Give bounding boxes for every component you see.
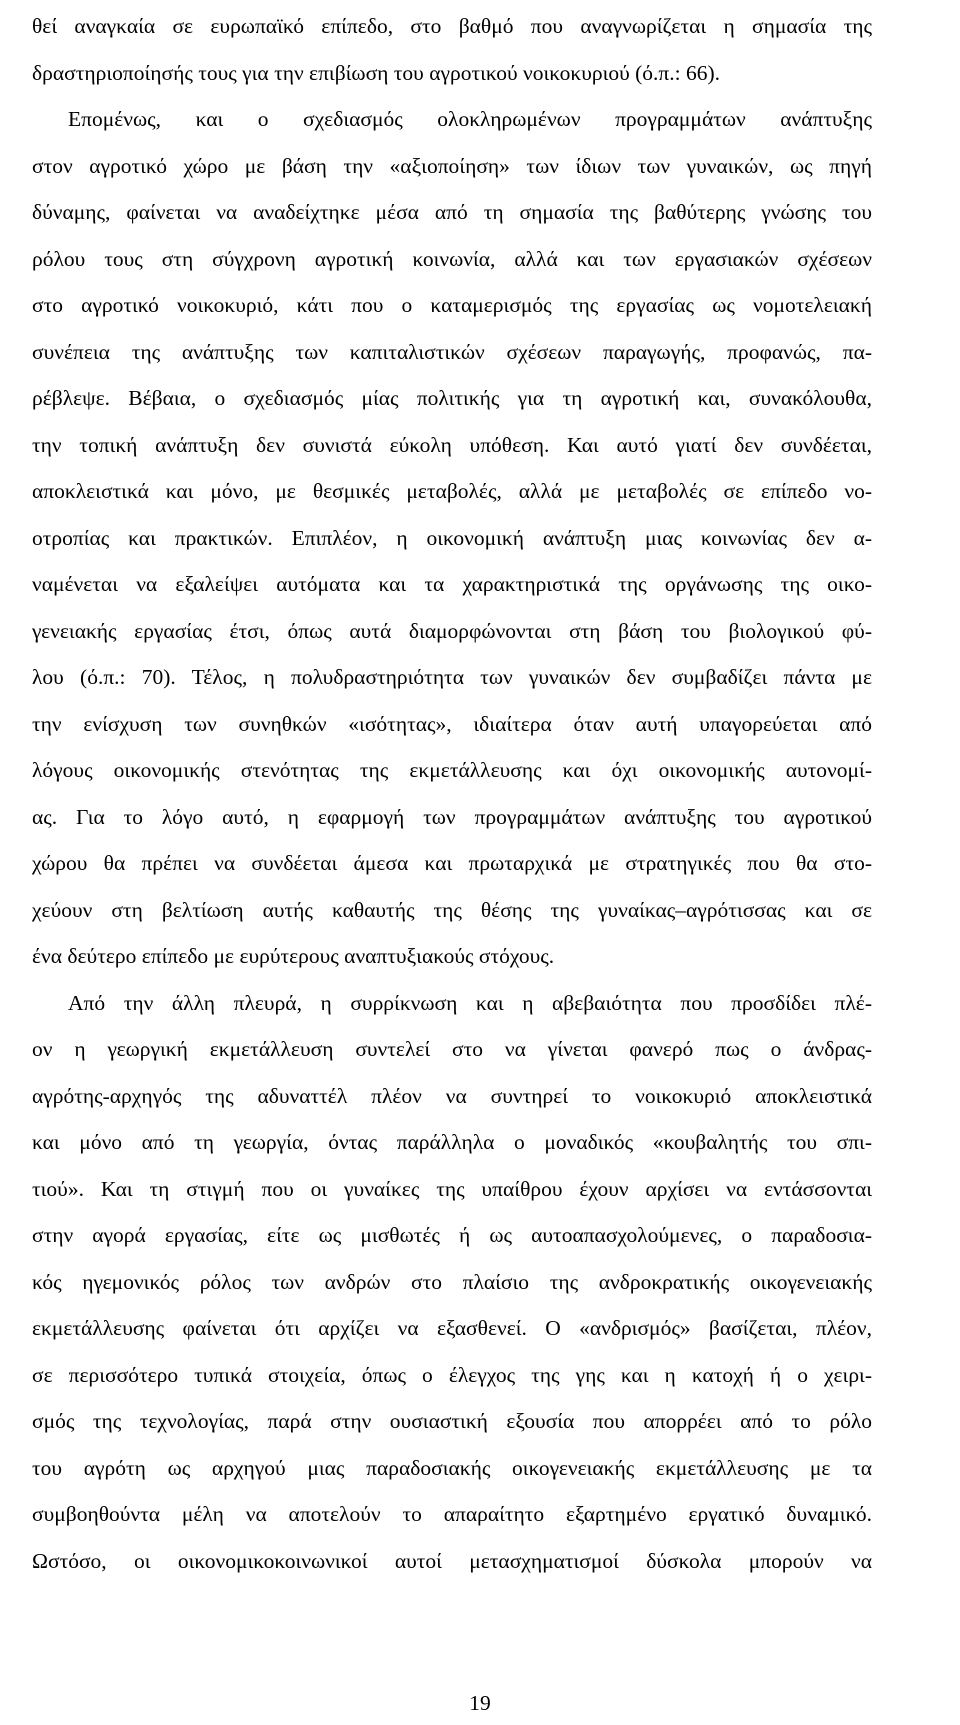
body-text xyxy=(32,3,872,1584)
text-line: την τοπική ανάπτυξη δεν συνιστά εύκολη υπόθεση. Και αυτό γιατί δεν συνδέεται, xyxy=(32,432,872,457)
text-line: ρόλου τους στη σύγχρονη αγροτική κοινωνία, αλλά και των εργασιακών σχέσεων xyxy=(32,246,872,271)
text-line: εκμετάλλευσης φαίνεται ότι αρχίζει να εξασθενεί. Ο «ανδρισμός» βασίζεται, πλέον, xyxy=(32,1316,872,1340)
text-line: ένα δεύτερο επίπεδο με ευρύτερους αναπτυξιακούς στόχους. xyxy=(32,944,555,968)
text-line: ναμένεται να εξαλείψει αυτόματα και τα χαρακτηριστικά της οργάνωσης της οικο- xyxy=(32,572,872,596)
text-line: στην αγορά εργασίας, είτε ως μισθωτές ή ως αυτοαπασχολούμενες, ο παραδοσια- xyxy=(32,1223,872,1247)
text-line: δραστηριοποίησής τους για την επιβίωση του αγροτικού νοικοκυριού (ό.π.: 66). xyxy=(32,60,721,85)
text-line: λόγους οικονομικής στενότητας της εκμετάλλευσης και όχι οικονομικής αυτονομί- xyxy=(32,758,872,782)
text-line: κός ηγεμονικός ρόλος των ανδρών στο πλαίσιο της ανδροκρατικής οικογενειακής xyxy=(32,1269,872,1294)
text-line: ας. Για το λόγο αυτό, η εφαρμογή των προγραμμάτων ανάπτυξης του αγροτικού xyxy=(32,804,872,829)
text-line: αγρότης-αρχηγός της αδυναττέλ πλέον να συντηρεί το νοικοκυριό αποκλειστικά xyxy=(32,1083,872,1108)
text-line: δύναμης, φαίνεται να αναδείχτηκε μέσα από τη σημασία της βαθύτερης γνώσης του xyxy=(32,200,872,224)
text-line: ρέβλεψε. Βέβαια, ο σχεδιασμός μίας πολιτικής για τη αγροτική και, συνακόλουθα, xyxy=(32,386,872,410)
text-line: και μόνο από τη γεωργία, όντας παράλληλα ο μοναδικός «κουβαλητής του σπι- xyxy=(32,1130,872,1154)
text-line: σε περισσότερο τυπικά στοιχεία, όπως ο έλεγχος της γης και η κατοχή ή ο χειρι- xyxy=(32,1362,872,1387)
text-line: σμός της τεχνολογίας, παρά στην ουσιαστική εξουσία που απορρέει από το ρόλο xyxy=(32,1409,872,1433)
text-line: ον η γεωργική εκμετάλλευση συντελεί στο να γίνεται φανερό πως ο άνδρας- xyxy=(32,1037,872,1061)
text-line: αποκλειστικά και μόνο, με θεσμικές μεταβολές, αλλά με μεταβολές σε επίπεδο νο- xyxy=(32,479,872,503)
text-line: συμβοηθούντα μέλη να αποτελούν το απαραίτητο εξαρτημένο εργατικό δυναμικό. xyxy=(32,1502,872,1526)
text-line: χεύουν στη βελτίωση αυτής καθαυτής της θέσης της γυναίκας–αγρότισσας και σε xyxy=(32,897,872,922)
text-line: Ωστόσο, οι οικονομικοκοινωνικοί αυτοί μετασχηματισμοί δύσκολα μπορούν να xyxy=(32,1548,872,1573)
text-line: λου (ό.π.: 70). Τέλος, η πολυδραστηριότητα των γυναικών δεν συμβαδίζει πάντα με xyxy=(32,665,872,689)
text-line: την ενίσχυση των συνηθκών «ισότητας», ιδιαίτερα όταν αυτή υπαγορεύεται από xyxy=(32,711,872,736)
paragraph-start-line: Από την άλλη πλευρά, η συρρίκνωση και η αβεβαιότητα που προσδίδει πλέ- xyxy=(68,990,872,1015)
text-line: του αγρότη ως αρχηγού μιας παραδοσιακής οικογενειακής εκμετάλλευσης με τα xyxy=(32,1455,872,1480)
text-line: θεί αναγκαία σε ευρωπαϊκό επίπεδο, στο βαθμό που αναγνωρίζεται η σημασία της xyxy=(32,14,872,38)
text-line: οτροπίας και πρακτικών. Επιπλέον, η οικονομική ανάπτυξη μιας κοινωνίας δεν α- xyxy=(32,525,872,550)
text-line: τιού». Και τη στιγμή που οι γυναίκες της υπαίθρου έχουν αρχίσει να εντάσσονται xyxy=(32,1176,872,1201)
text-line: στο αγροτικό νοικοκυριό, κάτι που ο καταμερισμός της εργασίας ως νομοτελειακή xyxy=(32,293,872,317)
text-line: γενειακής εργασίας έτσι, όπως αυτά διαμορφώνονται στη βάση του βιολογικού φύ- xyxy=(32,618,872,643)
text-line: στον αγροτικό χώρο με βάση την «αξιοποίηση» των ίδιων των γυναικών, ως πηγή xyxy=(32,153,872,178)
text-line: χώρου θα πρέπει να συνδέεται άμεσα και πρωταρχικά με στρατηγικές που θα στο- xyxy=(32,851,872,875)
text-line: συνέπεια της ανάπτυξης των καπιταλιστικών σχέσεων παραγωγής, προφανώς, πα- xyxy=(32,339,872,364)
paragraph-start-line: Επομένως, και ο σχεδιασμός ολοκληρωμένων προγραμμάτων ανάπτυξης xyxy=(68,107,872,131)
page-number: 19 xyxy=(469,1691,491,1715)
